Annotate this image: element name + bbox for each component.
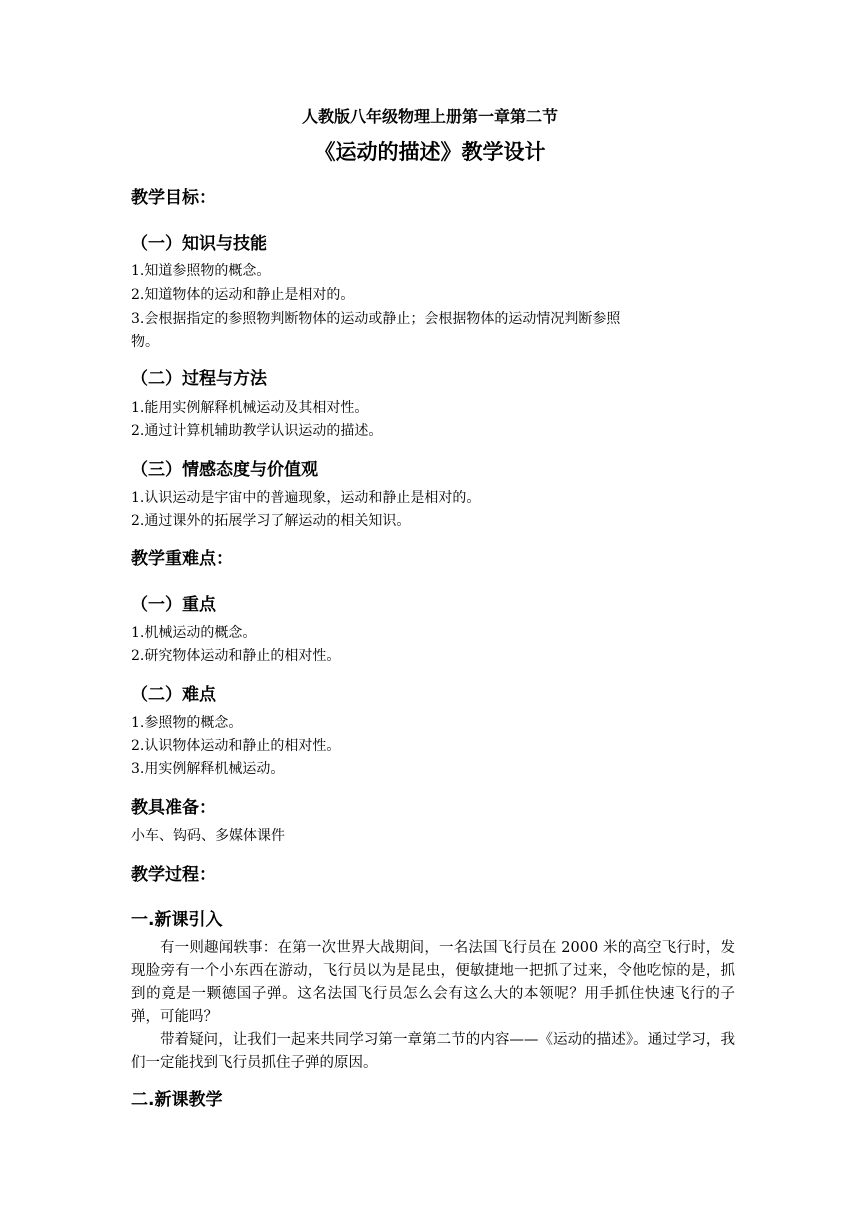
list-item: 物。	[131, 334, 159, 350]
section-heading-goals: 教学目标：	[131, 188, 216, 208]
subsection-heading-attitude: （三）情感态度与价值观	[131, 460, 318, 480]
list-item: 3.用实例解释机械运动。	[131, 761, 285, 777]
list-item: 2.研究物体运动和静止的相对性。	[131, 648, 341, 664]
list-item: 2.通过课外的拓展学习了解运动的相关知识。	[131, 513, 411, 529]
intro-paragraph-2: 带着疑问，让我们一起来共同学习第一章第二节的内容——《运动的描述》。通过学习，我们一定能找到飞行员抓住子弹的原因。	[131, 1032, 735, 1071]
list-item: 1.能用实例解释机械运动及其相对性。	[131, 400, 369, 416]
section-heading-key-points: 教学重难点：	[131, 549, 233, 569]
section-heading-process: 教学过程：	[131, 865, 216, 885]
subsection-heading-knowledge: （一）知识与技能	[131, 234, 267, 254]
tools-text: 小车、钩码、多媒体课件	[131, 828, 285, 844]
list-item: 1.认识运动是宇宙中的普遍现象，运动和静止是相对的。	[131, 490, 481, 506]
list-item: 1.参照物的概念。	[131, 715, 243, 731]
subsection-heading-difficulty: （二）难点	[131, 685, 216, 705]
doc-title: 《运动的描述》教学设计	[314, 140, 546, 164]
intro-paragraph-1: 有一则趣闻轶事：在第一次世界大战期间，一名法国飞行员在 2000 米的高空飞行时，发现脸旁有一个小东西在游动，飞行员以为是昆虫，便敏捷地一把抓了过来，令他吃惊的是，抓到的竟是一颗德国子弹。这名法国飞行员怎么会有这么大的本领呢？用手抓住快速飞行的子弹，可能吗？	[131, 940, 735, 1025]
section-heading-tools: 教具准备：	[131, 798, 216, 818]
subsection-heading-new-lesson: 二.新课教学	[131, 1090, 223, 1110]
subsection-heading-focus: （一）重点	[131, 595, 216, 615]
list-item: 1.知道参照物的概念。	[131, 263, 271, 279]
subsection-heading-intro: 一.新课引入	[131, 910, 223, 930]
doc-subtitle: 人教版八年级物理上册第一章第二节	[301, 107, 558, 126]
list-item: 1.机械运动的概念。	[131, 625, 257, 641]
list-item: 2.认识物体运动和静止的相对性。	[131, 738, 341, 754]
list-item: 2.知道物体的运动和静止是相对的。	[131, 287, 355, 303]
subsection-heading-process-method: （二）过程与方法	[131, 369, 267, 389]
list-item: 3.会根据指定的参照物判断物体的运动或静止；会根据物体的运动情况判断参照	[131, 311, 621, 327]
list-item: 2.通过计算机辅助教学认识运动的描述。	[131, 423, 383, 439]
